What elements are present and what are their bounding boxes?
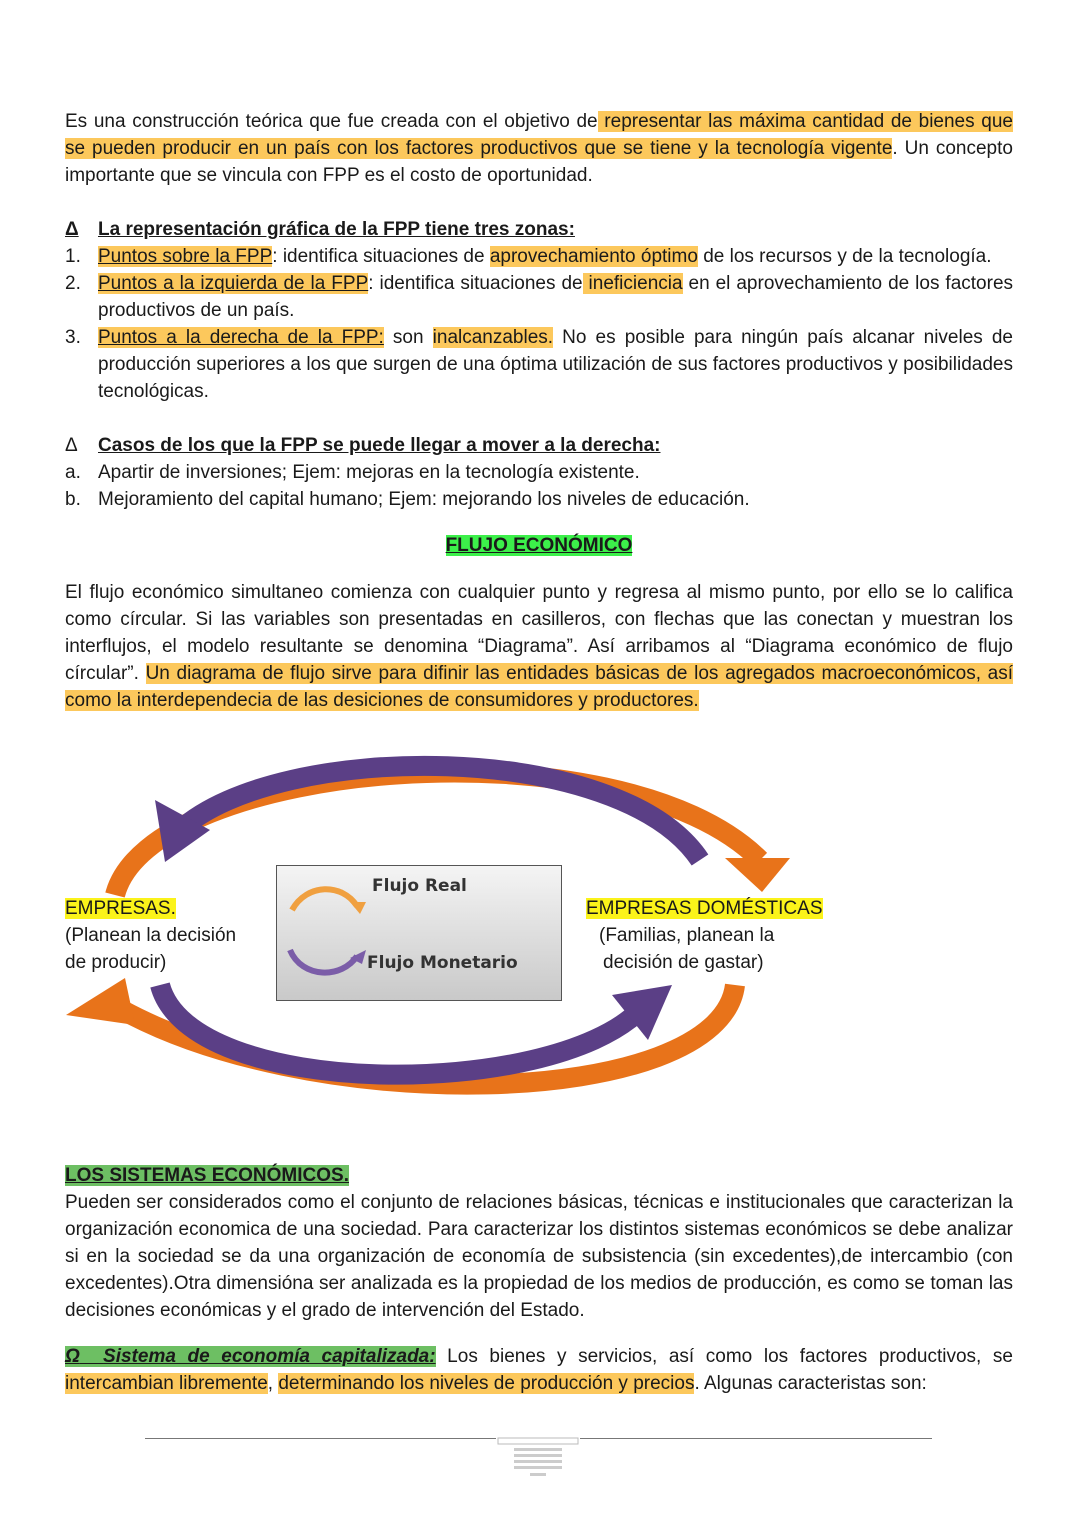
money-flow-arrow-top (180, 766, 700, 860)
intro-paragraph (65, 108, 1013, 189)
capitalizada-paragraph (65, 1343, 1013, 1397)
empresas-label-block (65, 895, 236, 976)
legend-monetario-icon (282, 944, 372, 984)
cases-heading (65, 432, 1013, 459)
cases-list (65, 459, 1013, 513)
flujo-heading-row (65, 532, 1013, 559)
zone-name: Puntos a la izquierda de la FPP (98, 273, 369, 294)
zone-highlight: ineficiencia (582, 273, 683, 294)
sistemas-section (65, 1162, 1013, 1397)
zones-list (65, 243, 1013, 405)
list-item (65, 243, 1013, 270)
delta-symbol: Δ (65, 219, 79, 240)
empresas-desc-1: (Planean la decisión (65, 925, 237, 946)
list-item (65, 486, 1013, 513)
list-text: Apartir de inversiones; Ejem: mejoras en la tecnología existente. (98, 462, 640, 483)
flujo-text: El flujo económico simultaneo comienza con cualquier punto y regresa al mismo punto, por ello se lo califica como círcular. Si las variables son presentadas en casilleros, con flechas que las conectan y muestran los interflujos, el modelo resultante se denomina “Diagrama”. Así arribamos al “Diagrama económico de flujo círcular”. (65, 582, 1013, 684)
capitalizada-title: Sistema de economía capitalizada: (103, 1346, 436, 1367)
list-text: Mejoramiento del capital humano; Ejem: mejorando los niveles de educación. (98, 489, 750, 510)
money-flow-arrowhead-bottom (612, 985, 672, 1040)
document-body (65, 108, 1013, 714)
real-flow-arrowhead-top (725, 858, 790, 892)
flujo-heading: FLUJO ECONÓMICO (445, 535, 633, 556)
legend-real-icon (282, 878, 372, 918)
zones-heading (65, 216, 1013, 243)
money-flow-arrowhead-top (155, 800, 210, 862)
list-item (65, 324, 1013, 405)
zone-highlight: aprovechamiento óptimo (489, 246, 698, 267)
sistemas-paragraph: Pueden ser considerados como el conjunto de relaciones básicas, técnicas e institucionales que caracterizan la organización economica de una sociedad. Para caracterizar los distintos sistemas económicos se debe analizar si en la sociedad se da una organización de economía de subsistencia (sin excedentes),de intercambio (con excedentes).Otra dimensióna ser analizada es la propiedad de los medios de producción, es como se toman las decisiones económicas y el grado de intervención del Estado. (65, 1192, 1013, 1321)
intro-highlight: representar las máxima cantidad de bienes que se pueden producir en un país con los factores productivos que se tiene y la tecnología vigente (65, 111, 1013, 159)
delta-symbol: Δ (65, 435, 78, 456)
list-number: 2. (65, 273, 81, 294)
zone-highlight: inalcanzables. (432, 327, 554, 348)
capitalizada-highlight: intercambian libremente (65, 1373, 268, 1394)
real-flow-arrowhead-bottom (66, 978, 135, 1025)
intro-text: Es una construcción teórica que fue creada con el objetivo de (65, 111, 598, 132)
capitalizada-highlight: determinando los niveles de producción y precios (278, 1373, 695, 1394)
legend-box (276, 865, 562, 1001)
zone-name: Puntos sobre la FPP (98, 246, 273, 267)
domesticas-desc-1: (Familias, planean la (599, 925, 775, 946)
domesticas-label-block (586, 895, 823, 976)
list-text: : identifica situaciones de (368, 273, 583, 294)
zones-title: La representación gráfica de la FPP tiene tres zonas: (98, 219, 575, 240)
sistemas-heading: LOS SISTEMAS ECONÓMICOS. (65, 1165, 349, 1186)
legend-real-label: Flujo Real (372, 876, 467, 896)
legend-monetario-label: Flujo Monetario (367, 953, 518, 973)
list-text: : identifica situaciones de (272, 246, 490, 267)
omega-symbol: Ω (65, 1346, 80, 1367)
list-number: 3. (65, 327, 81, 348)
list-text: son (383, 327, 433, 348)
domesticas-desc-2: decisión de gastar) (603, 952, 764, 973)
list-number: a. (65, 462, 81, 483)
list-text: de los recursos y de la tecnología. (697, 246, 992, 267)
list-text: No es posible para ningún país alcanar niveles de producción superiores a los que surgen de una óptima utilización de sus factores productivos y posibilidades tecnológicas. (98, 327, 1013, 402)
list-number: b. (65, 489, 81, 510)
cases-title: Casos de los que la FPP se puede llegar a mover a la derecha: (98, 435, 661, 456)
capitalizada-text: . Algunas caracteristas son: (694, 1373, 927, 1394)
capitalizada-title-block (65, 1346, 436, 1367)
domesticas-title: EMPRESAS DOMÉSTICAS (586, 898, 823, 919)
capitalizada-text: Los bienes y servicios, así como los factores productivos, se (435, 1346, 1013, 1367)
list-number: 1. (65, 246, 81, 267)
footer-logo-icon (496, 1434, 580, 1480)
flujo-highlight: Un diagrama de flujo sirve para difinir las entidades básicas de los agregados macroeconómicos, así como la interdependecia de las desiciones de consumidores y productores. (65, 663, 1013, 711)
empresas-desc-2: de producir) (65, 952, 167, 973)
intro-text-end: . Un concepto importante que se vincula con FPP es el costo de oportunidad. (65, 138, 1013, 186)
capitalizada-text: , (267, 1373, 279, 1394)
empresas-title: EMPRESAS. (65, 898, 176, 919)
list-item (65, 270, 1013, 324)
zone-name: Puntos a la derecha de la FPP: (98, 327, 384, 348)
list-item (65, 459, 1013, 486)
flujo-paragraph (65, 579, 1013, 714)
list-text: en el aprovechamiento de los factores productivos de un país. (98, 273, 1014, 321)
